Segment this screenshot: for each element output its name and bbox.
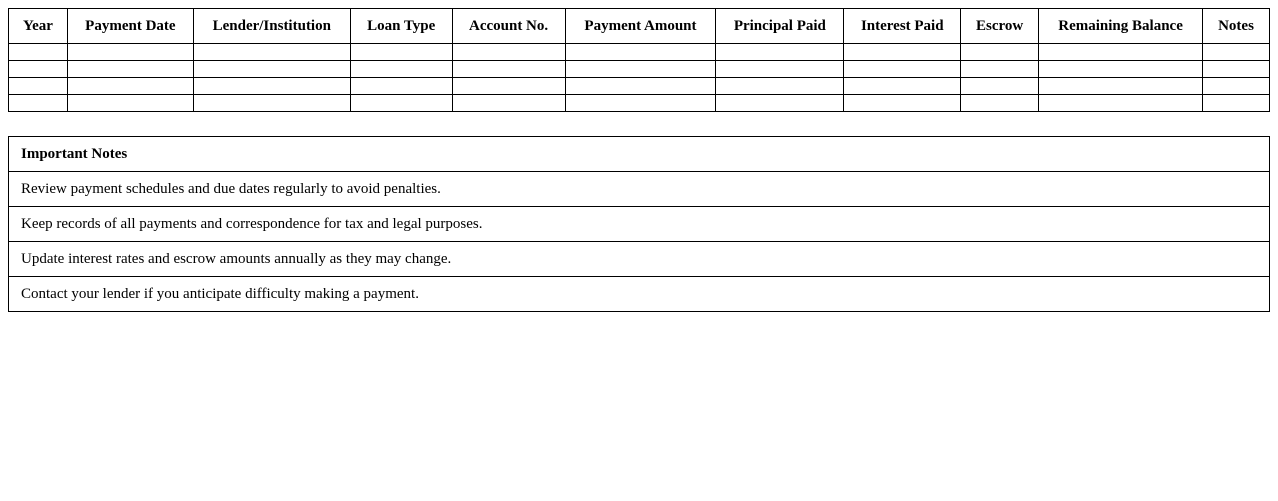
table-cell[interactable] (1203, 44, 1270, 61)
table-cell[interactable] (350, 95, 452, 112)
table-cell[interactable] (350, 44, 452, 61)
table-row (9, 95, 1270, 112)
table-header-row (9, 9, 1270, 44)
table-cell[interactable] (716, 44, 844, 61)
table-cell[interactable] (844, 78, 961, 95)
table-cell[interactable] (67, 78, 193, 95)
table-cell[interactable] (844, 95, 961, 112)
notes-heading: Important Notes (9, 137, 1270, 172)
table-cell[interactable] (1203, 78, 1270, 95)
column-header-lender-institution: Lender/Institution (193, 9, 350, 44)
table-cell[interactable] (193, 78, 350, 95)
table-cell[interactable] (1039, 44, 1203, 61)
table-cell[interactable] (67, 95, 193, 112)
important-notes-table (8, 136, 1270, 312)
note-item: Review payment schedules and due dates regularly to avoid penalties. (9, 172, 1270, 207)
table-row (9, 78, 1270, 95)
table-cell[interactable] (1039, 95, 1203, 112)
table-cell[interactable] (9, 95, 68, 112)
table-cell[interactable] (350, 78, 452, 95)
column-header-account-no: Account No. (452, 9, 565, 44)
table-cell[interactable] (716, 78, 844, 95)
table-cell[interactable] (1203, 95, 1270, 112)
table-cell[interactable] (9, 61, 68, 78)
column-header-year: Year (9, 9, 68, 44)
column-header-interest-paid: Interest Paid (844, 9, 961, 44)
table-cell[interactable] (961, 95, 1039, 112)
table-cell[interactable] (565, 61, 716, 78)
table-cell[interactable] (193, 61, 350, 78)
table-cell[interactable] (193, 95, 350, 112)
table-cell[interactable] (961, 44, 1039, 61)
table-cell[interactable] (1039, 61, 1203, 78)
table-cell[interactable] (565, 95, 716, 112)
table-cell[interactable] (961, 78, 1039, 95)
table-cell[interactable] (1203, 61, 1270, 78)
note-item: Keep records of all payments and correspondence for tax and legal purposes. (9, 207, 1270, 242)
column-header-principal-paid: Principal Paid (716, 9, 844, 44)
note-item: Contact your lender if you anticipate difficulty making a payment. (9, 277, 1270, 312)
notes-heading-row (9, 137, 1270, 172)
column-header-escrow: Escrow (961, 9, 1039, 44)
table-cell[interactable] (350, 61, 452, 78)
table-cell[interactable] (452, 44, 565, 61)
table-cell[interactable] (716, 95, 844, 112)
column-header-loan-type: Loan Type (350, 9, 452, 44)
note-row (9, 207, 1270, 242)
table-cell[interactable] (9, 78, 68, 95)
column-header-payment-amount: Payment Amount (565, 9, 716, 44)
note-row (9, 172, 1270, 207)
column-header-remaining-balance: Remaining Balance (1039, 9, 1203, 44)
table-cell[interactable] (844, 61, 961, 78)
payments-table (8, 8, 1270, 112)
table-cell[interactable] (1039, 78, 1203, 95)
table-row (9, 61, 1270, 78)
column-header-notes: Notes (1203, 9, 1270, 44)
table-cell[interactable] (452, 78, 565, 95)
note-item: Update interest rates and escrow amounts annually as they may change. (9, 242, 1270, 277)
note-row (9, 277, 1270, 312)
table-cell[interactable] (193, 44, 350, 61)
note-row (9, 242, 1270, 277)
column-header-payment-date: Payment Date (67, 9, 193, 44)
table-cell[interactable] (452, 95, 565, 112)
table-cell[interactable] (565, 78, 716, 95)
table-cell[interactable] (565, 44, 716, 61)
table-cell[interactable] (961, 61, 1039, 78)
table-cell[interactable] (844, 44, 961, 61)
table-cell[interactable] (67, 44, 193, 61)
table-row (9, 44, 1270, 61)
table-cell[interactable] (9, 44, 68, 61)
table-cell[interactable] (716, 61, 844, 78)
table-cell[interactable] (452, 61, 565, 78)
table-cell[interactable] (67, 61, 193, 78)
